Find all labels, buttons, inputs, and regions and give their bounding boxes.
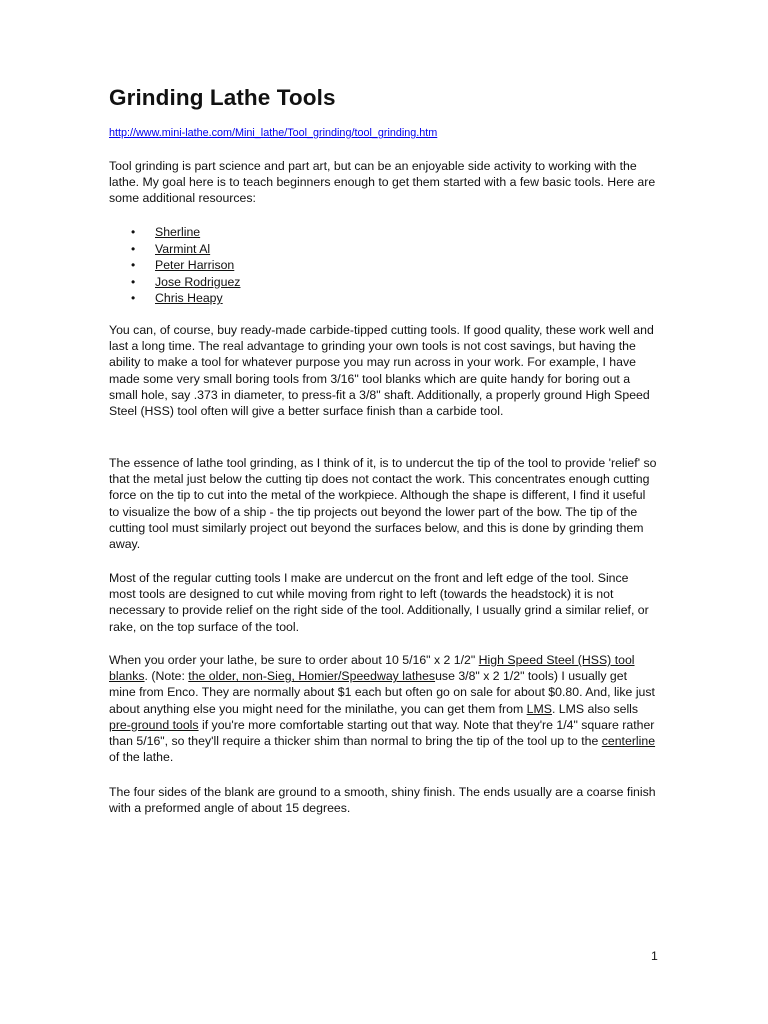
resource-link-varmint-al[interactable]: Varmint Al xyxy=(155,241,211,256)
source-url-link[interactable]: http://www.mini-lathe.com/Mini_lathe/Tool_grinding/tool_grinding.htm xyxy=(109,127,438,139)
intro-paragraph: Tool grinding is part science and part art, but can be an enjoyable side activity to working with the lathe. My goal here is to teach beginners enough to get them started with a few basic tools. Here are some additional resources: xyxy=(109,159,656,206)
ordering-text: use 3/8" x 2 1/2" tools) I usually get mine from Enco. They are normally about $1 each but often go on sale for about $0.80. And, like just about anything else you might need for the minilathe, you can get them from xyxy=(109,669,655,716)
ordering-text: of the lathe. xyxy=(109,750,174,765)
page-title: Grinding Lathe Tools xyxy=(109,85,336,110)
pre-ground-tools-link[interactable]: pre-ground tools xyxy=(109,717,199,732)
ordering-paragraph xyxy=(109,652,657,765)
resource-link-sherline[interactable]: Sherline xyxy=(155,225,201,239)
list-item xyxy=(109,290,240,307)
ordering-text: if you're more comfortable starting out that way. Note that they're 1/4" square rather than 5/16", so they'll require a thicker shim than normal to bring the tip of the tool up to the xyxy=(109,717,655,749)
bullet-icon: • xyxy=(131,291,136,305)
bullet-icon: • xyxy=(131,225,136,239)
bullet-icon: • xyxy=(131,258,136,272)
ordering-text: When you order your lathe, be sure to order about 10 5/16" x 2 1/2" xyxy=(109,653,479,667)
resource-link-peter-harrison[interactable]: Peter Harrison xyxy=(155,258,235,272)
lms-link[interactable]: LMS xyxy=(526,701,552,716)
carbide-tools-paragraph: You can, of course, buy ready-made carbide-tipped cutting tools. If good quality, these work well and last a long time. The real advantage to grinding your own tools is not cost savings, but having the ability to make a tool for whatever purpose you may run across in your work. For example, I have made some very small boring tools from 3/16" tool blanks which are quite handy for boring out a small hole, say .373 in diameter, to press-fit a 3/8" shaft. Additionally, a properly ground High Speed Steel (HSS) tool often will give a better surface finish than a carbide tool. xyxy=(109,323,654,419)
list-item xyxy=(109,257,240,274)
ordering-text: . (Note: xyxy=(144,669,189,684)
resources-list xyxy=(109,224,240,307)
list-item xyxy=(109,274,240,291)
blank-finish-paragraph: The four sides of the blank are ground to a smooth, shiny finish. The ends usually are a coarse finish with a preformed angle of about 15 degrees. xyxy=(109,785,656,816)
undercut-paragraph: Most of the regular cutting tools I make are undercut on the front and left edge of the tool. Since most tools are designed to cut while moving from right to left (towards the headstock) it is not necessary to provide relief on the right side of the tool. Additionally, I usually grind a similar relief, or rake, on the top surface of the tool. xyxy=(109,571,649,634)
ordering-text: . LMS also sells xyxy=(551,701,639,716)
list-item xyxy=(109,241,240,258)
list-item xyxy=(109,224,240,241)
resource-link-chris-heapy[interactable]: Chris Heapy xyxy=(155,291,223,305)
centerline-link[interactable]: centerline xyxy=(601,734,656,749)
bullet-icon: • xyxy=(131,274,136,289)
relief-paragraph: The essence of lathe tool grinding, as I think of it, is to undercut the tip of the tool to provide 'relief' so that the metal just below the cutting tip does not contact the work. This concentrates enough cutting force on the tip to cut into the metal of the workpiece. Although the shape is different, I find it useful to visualize the bow of a ship - the tip projects out beyond the lower part of the bow. The tip of the cutting tool must similarly project out beyond the surfaces below, and this is done by grinding them away. xyxy=(109,456,657,552)
page-number: 1 xyxy=(651,949,658,963)
older-lathes-link[interactable]: the older, non-Sieg, Homier/Speedway lathes xyxy=(188,669,436,684)
hss-tool-blanks-link[interactable]: High Speed Steel (HSS) tool blanks xyxy=(109,653,635,684)
bullet-icon: • xyxy=(131,241,136,256)
resource-link-jose-rodriguez[interactable]: Jose Rodriguez xyxy=(155,274,241,289)
